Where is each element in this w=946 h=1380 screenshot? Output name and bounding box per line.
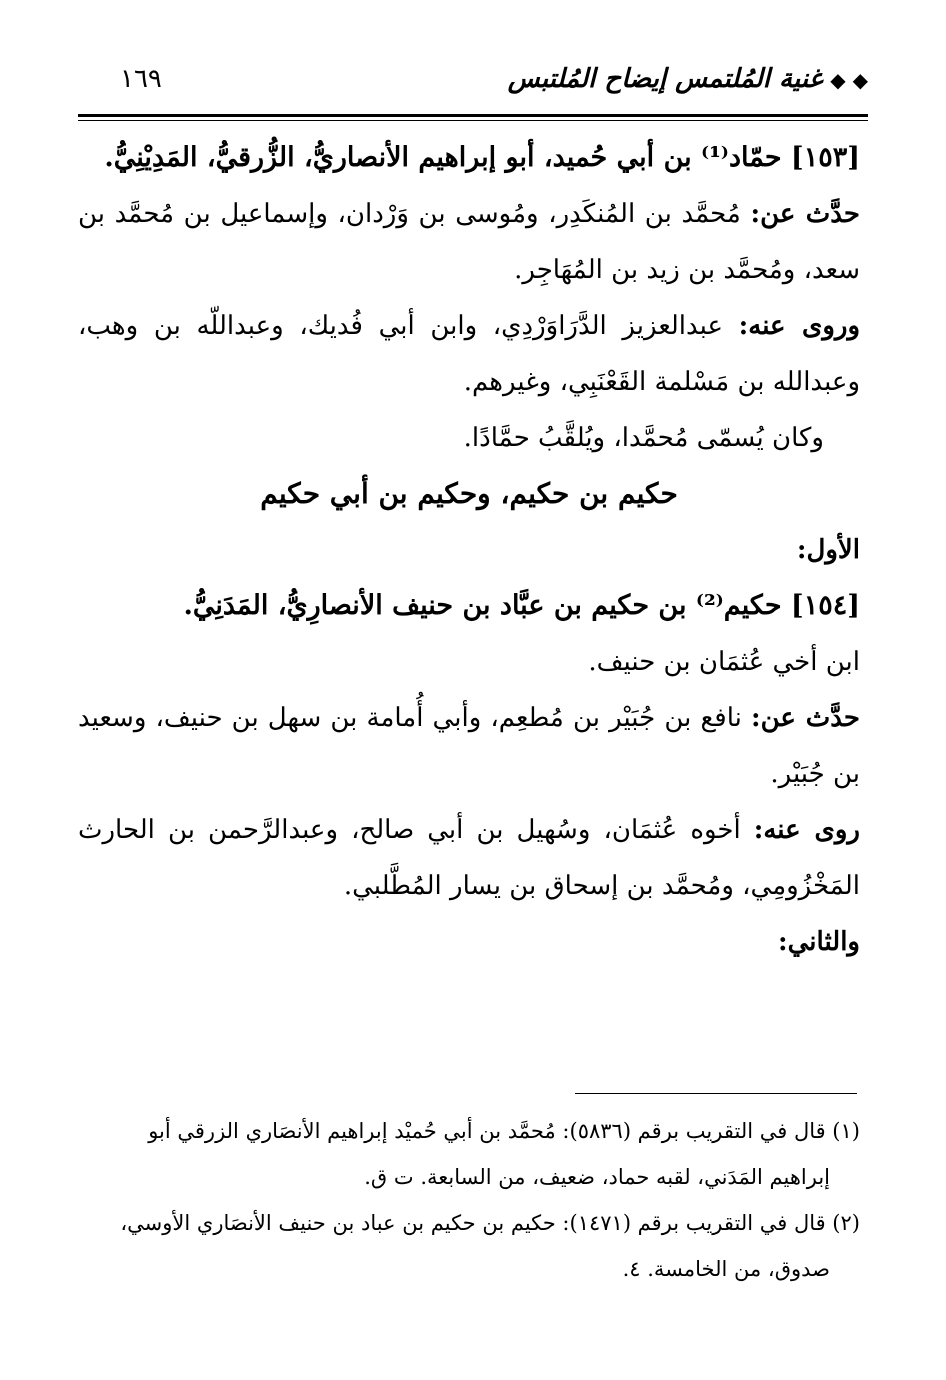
running-title-text: غنية المُلتمس إيضاح المُلتبس [507,64,823,94]
main-text [78,130,860,970]
entry-153-hadath [78,186,860,298]
header-rule-thick [78,114,868,117]
page-header [78,58,868,114]
rawa-label: روى عنه: [753,815,860,845]
entry-154-heading: [١٥٤] حكيم⁽²⁾ بن حكيم بن عبَّاد بن حنيف الأنصارِيُّ، المَدَنِيُّ. [183,590,860,621]
entry-154-hadath [78,690,860,802]
hadath-label: حدَّث عن: [750,199,860,229]
hadath-text: مُحمَّد بن المُنكَدِر، ومُوسى بن وَرْدان، وإسماعيل بن مُحمَّد بن سعد، ومُحمَّد بن زيد بن المُهَاجِر. [78,199,860,285]
page-number: ١٦٩ [120,64,162,94]
thani-label: والثاني: [778,927,860,957]
footnote-2-line-1: (٢) قال في التقريب برقم (١٤٧١): حكيم بن حكيم بن عباد بن حنيف الأنصَاري الأوسي، [120,1211,860,1235]
hadath-label: حدَّث عن: [751,703,860,733]
footnote-1-line-1: (١) قال في التقريب برقم (٥٨٣٦): مُحمَّد بن أبي حُميْد إبراهيم الأنصَاري الزرقي أبو [148,1119,860,1143]
footnote-separator [575,1093,857,1094]
entry-153-note: وكان يُسمّى مُحمَّدا، ويُلقَّبُ حمَّادًا. [463,423,824,453]
footnote-2-line-2: صدوق، من الخامسة. ٤. [622,1257,830,1281]
hadath-text: نافع بن جُبَيْر بن مُطعِم، وأبي أُمامة بن سهل بن حنيف، وسعيد بن جُبَيْر. [78,703,860,789]
rawa-text: أخوه عُثمَان، وسُهيل بن أبي صالح، وعبدالرَّحمن بن الحارث المَخْزُومِي، ومُحمَّد بن إسحاق بن يسار المُطَّلبي. [78,815,860,901]
awwal-label: الأول: [796,535,860,565]
header-rule-thin [78,120,868,121]
rawa-label: وروى عنه: [738,311,860,341]
section-title: حكيم بن حكيم، وحكيم بن أبي حكيم [260,477,678,510]
footnotes [78,1108,860,1292]
entry-153-heading: [١٥٣] حمّاد⁽¹⁾ بن أبي حُميد، أبو إبراهيم الأنصاريُّ، الزُّرقيُّ، المَدِيْنِيُّ. [104,142,860,173]
entry-153-rawa [78,298,860,410]
rawa-text: عبدالعزيز الدَّرَاوَرْدِي، وابن أبي فُديك، وعبداللّه بن وهب، وعبدالله بن مَسْلمة القَعْنَبِي، وغيرهم. [78,311,860,397]
diamond-icons: ◆ ◆ [830,68,868,92]
running-title [508,64,868,94]
footnote-1-line-2: إبراهيم المَدَني، لقبه حماد، ضعيف، من السابعة. ت ق. [364,1165,830,1189]
entry-154-relation: ابن أخي عُثمَان بن حنيف. [588,647,860,677]
entry-154-rawa [78,802,860,914]
